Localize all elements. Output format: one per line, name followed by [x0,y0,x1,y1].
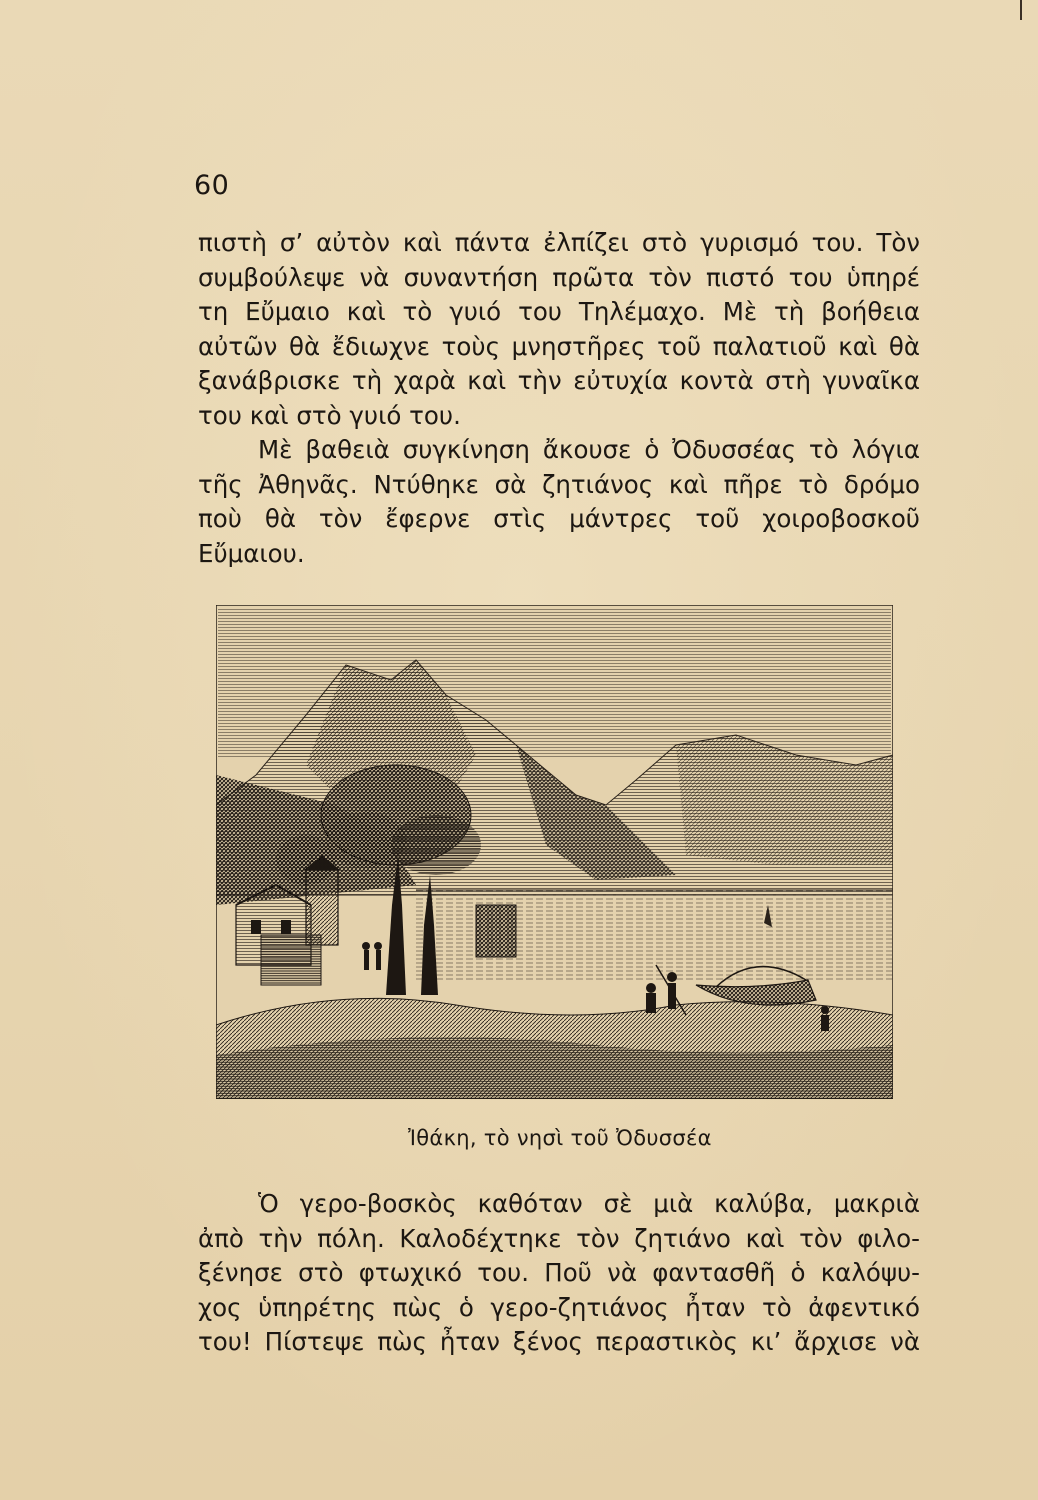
figure-caption: Ἰθάκη, τὸ νησὶ τοῦ Ὀδυσσέα [408,1126,712,1150]
text-line: πιστὴ σ’ αὐτὸν καὶ πάντα ἐλπίζει στὸ γυρισμό του. Τὸν [198,228,920,257]
text-line: συμβούλεψε νὰ συναντήση πρῶτα τὸν πιστό του ὑπηρέ [198,262,920,292]
text-line: ξανάβρισκε τὴ χαρὰ καὶ τὴν εὐτυχία κοντὰ στὴ γυναῖκα [198,366,920,395]
text-line: τῆς Ἀθηνᾶς. Ντύθηκε σὰ ζητιάνος καὶ πῆρε τὸ δρόμο [198,469,920,499]
page-number: 60 [194,170,230,201]
text-line: χος ὑπηρέτης πὼς ὁ γερο-ζητιάνος ἦταν τὸ ἀφεντικό [198,1292,920,1322]
text-bottom [198,1187,920,1360]
text-line: ποὺ θὰ τὸν ἔφερνε στὶς μάντρες τοῦ χοιροβοσκοῦ [198,504,920,533]
text-line: του καὶ στὸ γυιό του. [198,400,461,430]
text-top [198,226,920,571]
text-line: ξένησε στὸ φτωχικό του. Ποῦ νὰ φαντασθῆ ὁ καλόψυ- [198,1258,920,1287]
ithaca-engraving [216,605,893,1099]
text-line: τη Εὔμαιο καὶ τὸ γυιό του Τηλέμαχο. Μὲ τὴ βοήθεια [198,297,920,326]
page-edge-mark [1020,0,1022,20]
text-line: του! Πίστεψε πὼς ἦταν ξένος περαστικὸς κι’ ἄρχισε νὰ [198,1327,920,1356]
text-line: αὐτῶν θὰ ἔδιωχνε τοὺς μνηστῆρες τοῦ παλατιοῦ καὶ θὰ [198,331,920,361]
text-line: ἀπὸ τὴν πόλη. Καλοδέχτηκε τὸν ζητιάνο καὶ τὸν φιλο- [198,1223,920,1253]
text-line: Ὁ γερο-βοσκὸς καθόταν σὲ μιὰ καλύβα, μακριὰ [258,1189,920,1218]
text-line: Μὲ βαθειὰ συγκίνηση ἄκουσε ὁ Ὀδυσσέας τὸ λόγια [258,435,920,464]
text-line: Εὔμαιου. [198,538,305,568]
